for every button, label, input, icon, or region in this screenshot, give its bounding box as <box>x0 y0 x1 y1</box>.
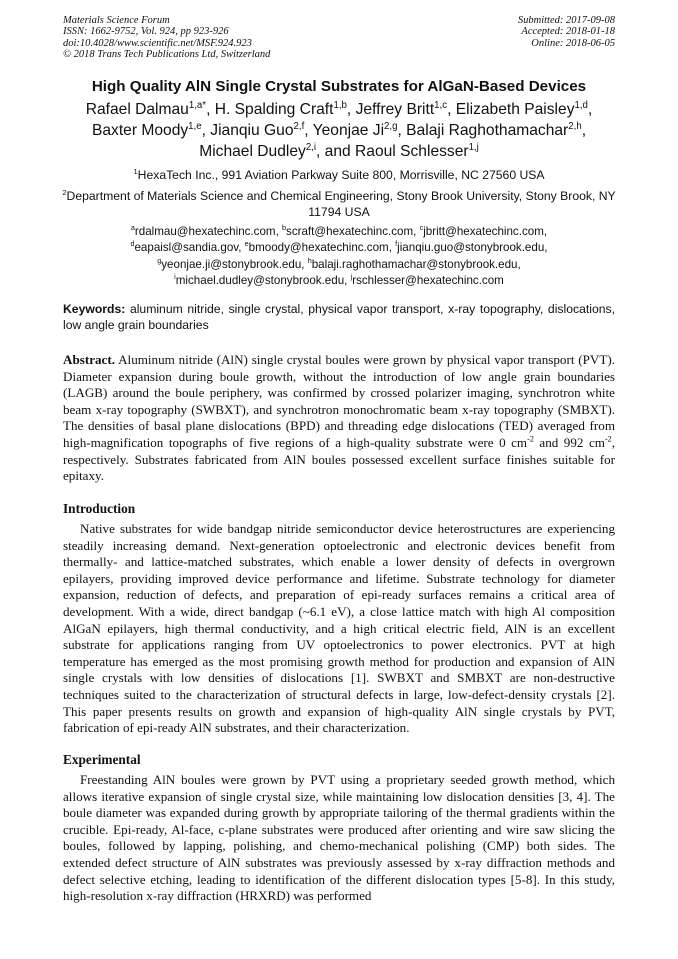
journal-name: Materials Science Forum <box>63 15 170 26</box>
affiliation-text: HexaTech Inc., 991 Aviation Parkway Suite 800, Morrisville, NC 27560 USA <box>137 168 545 182</box>
affiliation-text: Department of Materials Science and Chemical Engineering, Stony Brook University, Stony Brook, NY 11794 USA <box>66 189 616 219</box>
email-address[interactable]: michael.dudley@stonybrook.edu <box>175 274 345 288</box>
author-separator: , <box>304 122 313 139</box>
author-list <box>50 99 628 162</box>
email-line: $^i$michael.dudley@stonybrook.edu, $^j$rschlesser@hexatechinc.com <box>174 272 504 288</box>
author-affil-mark: 1,b <box>333 99 347 111</box>
email-mark: j <box>350 272 353 282</box>
online-date: Online: 2018-06-05 <box>531 37 615 49</box>
abstract-text: Aluminum nitride (AlN) single crystal boules were grown by physical vapor transport (PVT). Diameter expansion during boule growth, without the introduction of low angle grain boundaries (LAGB) around the boule periphery, was confirmed by crossed polarizer imaging, synchrotron white beam x-ray topography (SWBXT), and synchrotron monochromatic beam x-ray topography (SMBXT). The densities of basal plane dislocations (BPD) and threading edge dislocations (TED) averaged from high-magnification topographs of five regions of a high-quality substrate were 0 cm <box>63 352 615 450</box>
abstract-exponent: -2 <box>604 434 612 444</box>
email-mark: c <box>419 223 424 233</box>
email-address[interactable]: rdalmau@hexatechinc.com <box>134 225 276 238</box>
abstract-label: Abstract. <box>63 352 115 367</box>
author-name: Michael Dudley <box>199 143 306 160</box>
keywords <box>63 302 615 334</box>
email-line: $^d$eapaisl@sandia.gov, $^e$bmoody@hexatechinc.com, $^f$jianqiu.guo@stonybrook.edu, <box>130 239 548 255</box>
email-address[interactable]: yeonjae.ji@stonybrook.edu <box>161 257 302 271</box>
abstract-text: and 992 cm <box>533 434 605 450</box>
email-mark: e <box>244 239 249 249</box>
author-affil-mark: 1,e <box>188 120 202 132</box>
author-separator: , <box>581 122 587 139</box>
email-address[interactable]: rschlesser@hexatechinc.com <box>352 274 504 288</box>
paper-title: High Quality AlN Single Crystal Substrates for AlGaN-Based Devices <box>91 78 587 95</box>
author-affil-mark: 2,g <box>384 120 398 132</box>
email-mark: f <box>395 239 398 249</box>
email-address[interactable]: balaji.raghothamachar@stonybrook.edu <box>311 257 518 271</box>
experimental-heading: Experimental <box>63 752 141 767</box>
abstract-exponent: -2 <box>527 434 534 444</box>
email-mark: a <box>130 223 135 233</box>
dates-header <box>518 15 615 49</box>
email-line: $^a$rdalmau@hexatechinc.com, $^b$scraft@hexatechinc.com, $^c$jbritt@hexatechinc.com, <box>130 223 548 238</box>
author-affil-mark: 2,f <box>293 120 305 132</box>
journal-issn: ISSN: 1662-9752, Vol. 924, pp 923-926 <box>63 26 229 38</box>
email-mark: h <box>307 255 312 265</box>
affiliation-mark: 2 <box>62 187 67 197</box>
email-mark: i <box>174 272 176 282</box>
author-name: Elizabeth Paisley <box>455 101 575 118</box>
journal-doi: doi:10.4028/www.scientific.net/MSF.924.923 <box>63 37 252 49</box>
author-affil-mark: 1,d <box>574 99 588 111</box>
keywords-label: Keywords: <box>63 302 126 316</box>
author-name: Raoul Schlesser <box>355 143 469 160</box>
email-line: $^g$yeonjae.ji@stonybrook.edu, $^h$balaji.raghothamachar@stonybrook.edu, <box>157 255 521 271</box>
submitted-date: Submitted: 2017-09-08 <box>517 15 615 26</box>
author-affil-mark: 2,h <box>568 120 582 132</box>
affiliation-mark: 1 <box>133 166 138 176</box>
author-affil-mark: 1,c <box>434 99 448 111</box>
email-list <box>60 224 618 290</box>
author-name: Jianqiu Guo <box>210 122 294 139</box>
email-address[interactable]: jbritt@hexatechinc.com <box>423 225 544 238</box>
author-name: Balaji Raghothamachar <box>406 122 569 139</box>
author-name: Baxter Moody <box>91 122 189 139</box>
author-separator: , <box>397 122 407 139</box>
author-affil-mark: 2,i <box>305 141 317 153</box>
author-separator: , <box>587 101 593 118</box>
accepted-date: Accepted: 2018-01-18 <box>521 26 615 38</box>
author-separator: , <box>447 101 456 118</box>
email-address[interactable]: bmoody@hexatechinc.com <box>248 241 389 255</box>
email-address[interactable]: jianqiu.guo@stonybrook.edu <box>397 241 545 255</box>
author-name: H. Spalding Craft <box>214 101 334 118</box>
introduction-heading: Introduction <box>63 501 136 516</box>
journal-copyright: © 2018 Trans Tech Publications Ltd, Switzerland <box>63 49 271 61</box>
email-address[interactable]: scraft@hexatechinc.com <box>286 225 414 238</box>
journal-header <box>63 15 270 61</box>
author-affil-mark: 1,j <box>468 141 479 153</box>
abstract <box>63 352 615 485</box>
author-separator: , <box>201 122 211 139</box>
author-name: Rafael Dalmau <box>85 101 189 118</box>
author-separator: , <box>346 101 356 118</box>
experimental-paragraph: Freestanding AlN boules were grown by PVT using a proprietary seeded growth method, which allows iterative expansion of single crystal size, while maintaining low dislocation densities [3, 4]. The boule diameter was expanded during growth by appropriate tailoring of the thermal gradients within the crucible. Epi-ready, Al-face, c-plane substrates were produced after orienting and wire saw slicing the boules, followed by lapping, polishing, and chemo-mechanical polishing (CMP) both sides. The extended defect structure of AlN substrates was previously assessed by x-ray diffraction methods and defect selective etching, leading to identification of the different dislocation types [5-8]. In this study, high-resolution x-ray diffraction (HRXRD) was performed <box>63 772 615 904</box>
introduction-paragraph: Native substrates for wide bandgap nitride semiconductor device heterostructures are experiencing steadily increasing demand. Next-generation optoelectronic and electronic devices benefit from thermally- and lattice-matched substrates, which enable a lower density of defects in overgrown epilayers, providing improved device performance and lifetime. Substrate technology for diameter expansion, reduction of defects, and preparation of epi-ready surfaces remains a critical area of development. With a wide, direct bandgap (~6.1 eV), a close lattice match with high Al composition AlGaN epilayers, high thermal conductivity, and a high critical electric field, AlN is an excellent substrate for applications ranging from UV optoelectronics to power electronics. PVT at high temperature has emerged as the most promising growth method for production and expansion of AlN single crystals with low densities of dislocations [1]. SWBXT and SMBXT are non-destructive techniques suited to the characterization of structural defects in large, low-defect-density crystals [2]. This paper presents results on growth and expansion of high-quality AlN single crystals by PVT, fabrication of epi-ready AlN substrates, and their characterization. <box>63 521 615 736</box>
email-mark: d <box>130 239 135 249</box>
affiliation <box>40 167 638 183</box>
email-address[interactable]: eapaisl@sandia.gov <box>134 241 239 255</box>
affiliation <box>55 188 623 220</box>
author-separator: , and <box>316 143 356 160</box>
author-affil-mark: 1,a* <box>188 99 207 111</box>
abstract-text: , respectively. Substrates fabricated from AlN boules possessed excellent surface finishes suitable for epitaxy. <box>63 434 615 484</box>
keywords-text: aluminum nitride, single crystal, physical vapor transport, x-ray topography, dislocations, low angle grain boundaries <box>63 302 615 332</box>
author-name: Yeonjae Ji <box>312 122 385 139</box>
author-name: Jeffrey Britt <box>355 101 435 118</box>
email-mark: b <box>282 223 287 233</box>
author-separator: , <box>206 101 215 118</box>
email-mark: g <box>157 255 162 265</box>
